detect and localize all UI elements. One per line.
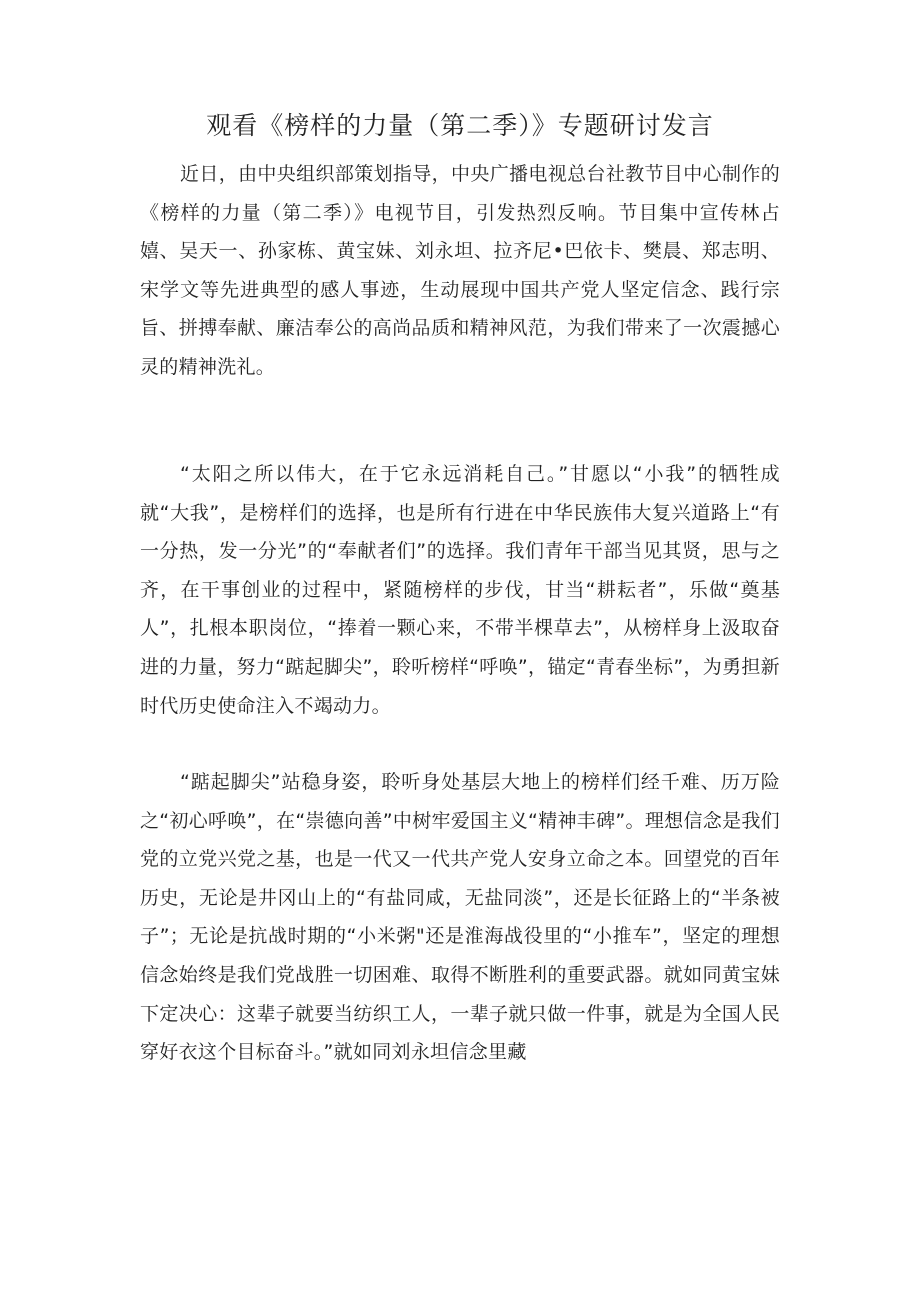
paragraph-2: “太阳之所以伟大，在于它永远消耗自己。”甘愿以“小我”的牺牲成就“大我”，是榜样们的选择，也是所有行进在中华民族伟大复兴道路上“有一分热，发一分光”的“奉献者们”的选择。我们青年干部当见其贤，思与之齐，在干事创业的过程中，紧随榜样的步伐，甘当“耕耘者”，乐做“奠基人”，扎根本职岗位，“捧着一颗心来，不带半棵草去”，从榜样身上汲取奋进的力量，努力“踮起脚尖”，聆听榜样“呼唤”，锚定“青春坐标”，为勇担新时代历史使命注入不竭动力。	[140, 463, 780, 717]
document-title: 观看《榜样的力量（第二季）》专题研讨发言	[206, 111, 714, 140]
paragraph-1: 近日，由中央组织部策划指导，中央广播电视总台社教节目中心制作的《榜样的力量（第二季）》电视节目，引发热烈反响。节目集中宣传林占嬉、吴天一、孙家栋、黄宝妹、刘永坦、拉齐尼•巴依卡、樊晨、郑志明、宋学文等先进典型的感人事迹，生动展现中国共产党人坚定信念、践行宗旨、拼搏奉献、廉洁奉公的高尚品质和精神风范，为我们带来了一次震撼心灵的精神洗礼。	[140, 163, 780, 378]
paragraph-3: “踮起脚尖”站稳身姿，聆听身处基层大地上的榜样们经千难、历万险之“初心呼唤”，在“崇德向善”中树牢爱国主义“精神丰碑”。理想信念是我们党的立党兴党之基，也是一代又一代共产党人安身立命之本。回望党的百年历史，无论是井冈山上的“有盐同咸，无盐同淡”，还是长征路上的“半条被子”；无论是抗战时期的“小米粥"还是淮海战役里的“小推车”，坚定的理想信念始终是我们党战胜一切困难、取得不断胜利的重要武器。就如同黄宝妹下定决心：这辈子就要当纺织工人，一辈子就只做一件事，就是为全国人民穿好衣这个目标奋斗。”就如同刘永坦信念里藏	[140, 771, 780, 1064]
